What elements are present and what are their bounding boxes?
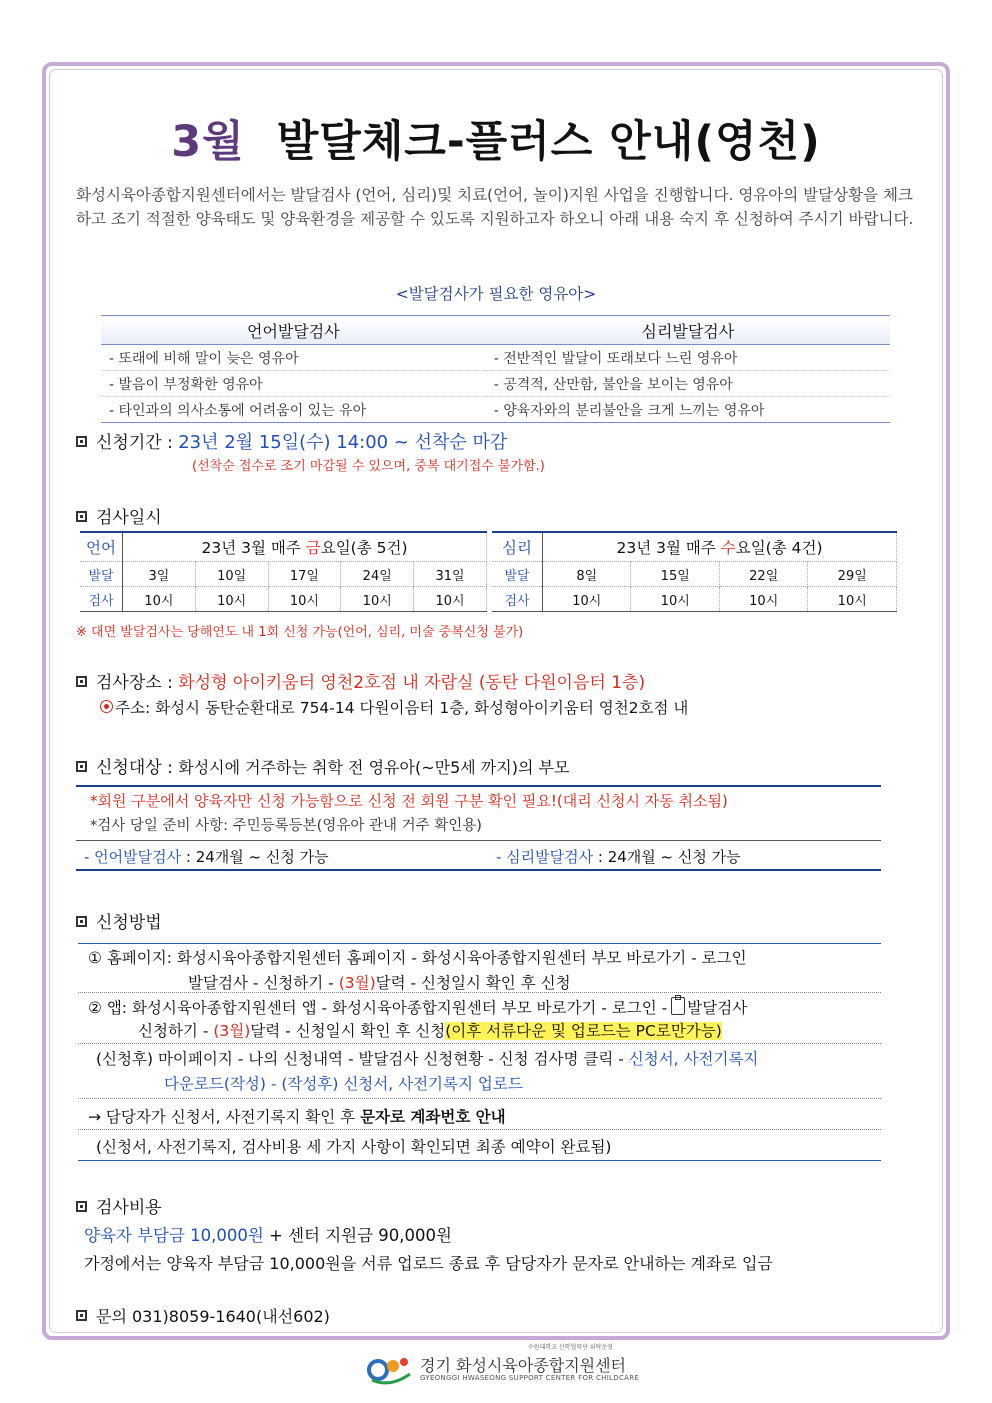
method-heading: 신청방법	[76, 908, 162, 933]
radio-bullet-icon	[100, 700, 113, 713]
center-logo	[366, 1350, 414, 1386]
square-bullet-icon	[76, 436, 87, 447]
footer-center-english: GYEONGGI HWASEONG SUPPORT CENTER FOR CHILDCARE	[420, 1374, 640, 1382]
contact-line: 문의 031)8059-1640(내선602)	[76, 1304, 330, 1327]
schedule-heading: 검사일시	[76, 503, 162, 528]
method-box: ① 홈페이지: 화성시육아종합지원센터 홈페이지 - 화성시육아종합지원센터 부모 바로가기 - 로그인 발달검사 - 신청하기 - (3월)달력 - 신청일시 확인 후 신청 ② 앱: 화성시육아종합지원센터 앱 - 화성시육아종합지원센터 부모 바로가기 - 로그인 - 발달검사 신청하기 - (3월)달력 - 신청일시 확인 후 신청(이후 서류다운 및 업로드는 PC로만가능) (신청후) 마이페이지 - 나의 신청내역 - 발달검사 신청현황 - 신청 검사명 클릭 - 신청서, 사전기록지 다운로드(작성) - (작성후) 신청서, 사전기록지 업로드 → 담당자가 신청서, 사전기록지 확인 후 문자로 계좌번호 안내 (신청서, 사전기록지, 검사비용 세 가지 사항이 확인되면 최종 예약이 완료됨)	[78, 943, 881, 1161]
period-value: 23년 2월 15일(수) 14:00 ~ 선착순 마감	[178, 432, 508, 453]
square-bullet-icon	[76, 916, 87, 927]
psy-schedule-table: 심리 23년 3월 매주 수요일(총 4건) 발달 8일 15일 22일 29일 검사 10시 10시 10시 10시	[492, 531, 897, 612]
square-bullet-icon	[76, 1201, 87, 1212]
target-box: *회원 구분에서 양육자만 신청 가능함으로 신청 전 회원 구분 확인 필요!(대리 신청시 자동 취소됨) *검사 당일 준비 사항: 주민등록등본(영유아 관내 거주 확인용) - 언어발달검사 : 24개월 ~ 신청 가능 - 심리발달검사 : 24개월 ~ 신청 가능	[76, 785, 881, 871]
intro-text: 화성시육아종합지원센터에서는 발달검사 (언어, 심리)및 치료(언어, 놀이)지원 사업을 진행합니다. 영유아의 발달상황을 체크하고 조기 적절한 양육태도 및 양육환경을 제공할 수 있도록 지원하고자 하오니 아래 내용 숙지 후 신청하여 주시기 바랍니다.	[76, 186, 914, 228]
period-section: 신청기간 : 23년 2월 15일(수) 14:00 ~ 선착순 마감	[76, 428, 507, 454]
cost-line1: 양육자 부담금 10,000원 + 센터 지원금 90,000원	[84, 1226, 452, 1245]
target-section: 신청대상 : 화성시에 거주하는 취학 전 영유아(~만5세 까지)의 부모	[76, 753, 569, 778]
period-note: (선착순 접수로 조기 마감될 수 있으며, 중복 대기접수 불가함.)	[192, 459, 545, 474]
square-bullet-icon	[76, 511, 87, 522]
table-row: - 또래에 비해 말이 늦은 영유아 - 전반적인 발달이 또래보다 느린 영유아	[101, 345, 890, 371]
clipboard-icon	[671, 997, 685, 1015]
table-row: - 타인과의 의사소통에 어려움이 있는 유아 - 양육자와의 분리불안을 크게 느끼는 영유아	[101, 397, 890, 423]
footer-operator: 수원대학교 산학협력단 위탁운영	[528, 1344, 613, 1351]
cost-line2: 가정에서는 양육자 부담금 10,000원을 서류 업로드 종료 후 담당자가 문자로 안내하는 계좌로 입금	[84, 1254, 773, 1273]
place-section: 검사장소 : 화성형 아이키움터 영천2호점 내 자람실 (동탄 다원이음터 1층)	[76, 668, 645, 693]
lang-schedule-table: 언어 23년 3월 매주 금요일(총 5건) 발달 3일 10일 17일 24일 31일 검사 10시 10시 10시 10시 10시	[80, 531, 487, 612]
cost-heading: 검사비용	[76, 1193, 162, 1218]
square-bullet-icon	[76, 761, 87, 772]
schedule-note: ※ 대면 발달검사는 당해연도 내 1회 신청 가능(언어, 심리, 미술 중복신청 불가)	[76, 625, 524, 640]
square-bullet-icon	[76, 1310, 87, 1321]
page-title: 3월 발달체크-플러스 안내(영천)	[171, 117, 821, 167]
footer-center-name: 경기 화성시육아종합지원센터	[420, 1356, 627, 1375]
table-row: - 발음이 부정확한 영유아 - 공격적, 산만함, 불안을 보이는 영유아	[101, 371, 890, 397]
need-table: 언어발달검사 심리발달검사 - 또래에 비해 말이 늦은 영유아 - 전반적인 발달이 또래보다 느린 영유아 - 발음이 부정확한 영유아 - 공격적, 산만함, 불안을 보이는 영유아 - 타인과의 의사소통에 어려움이 있는 유아 - 양육자와의 분리불안을 크게 느끼는 영유아	[101, 315, 890, 423]
place-address: 주소: 화성시 동탄순환대로 754-14 다원이음터 1층, 화성형아이키움터 영천2호점 내	[100, 696, 688, 718]
square-bullet-icon	[76, 676, 87, 687]
need-title: <발달검사가 필요한 영유아>	[395, 285, 597, 303]
